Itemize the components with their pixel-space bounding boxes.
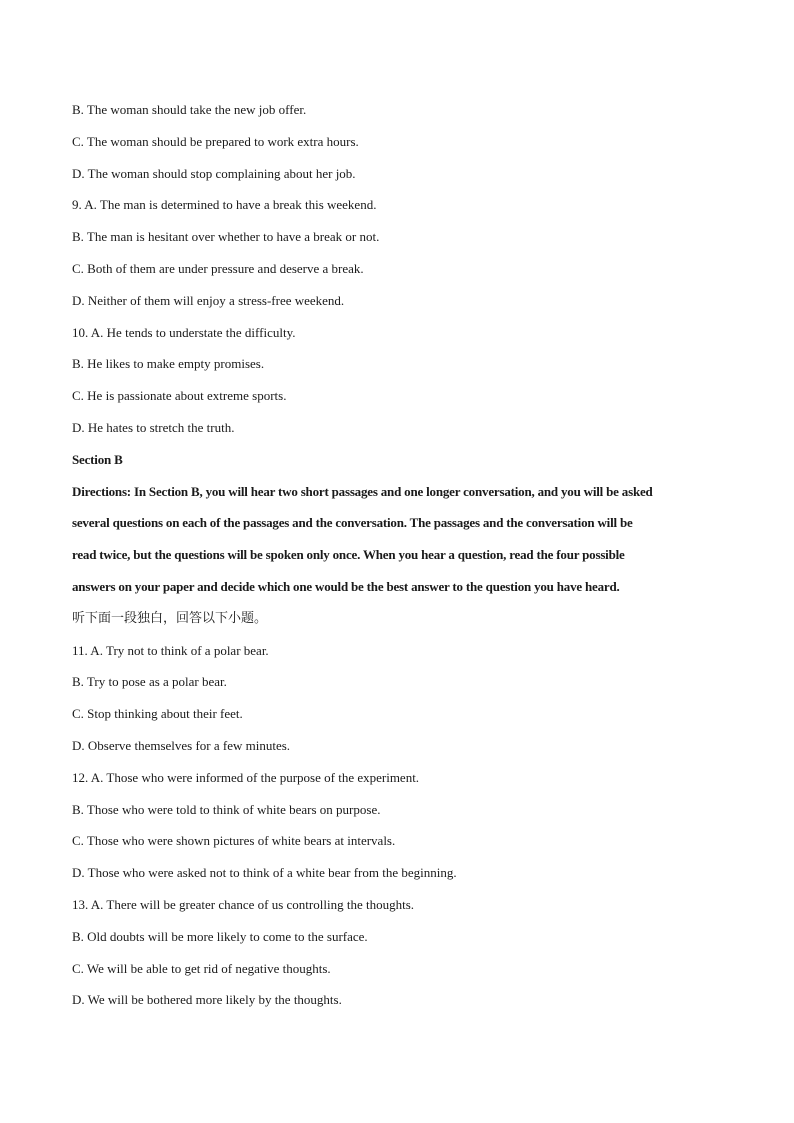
option-8b: B. The woman should take the new job offer. (72, 102, 307, 117)
option-12c: C. Those who were shown pictures of white bears at intervals. (72, 833, 396, 849)
option-13b: B. Old doubts will be more likely to come to the surface. (72, 928, 368, 944)
option-9c: C. Both of them are under pressure and deserve a break. (72, 260, 364, 276)
monologue-instruction: 听下面一段独白，回答以下小题。 (72, 610, 268, 626)
option-11b: B. Try to pose as a polar bear. (72, 674, 227, 690)
option-9a: 9. A. The man is determined to have a break this weekend. (72, 197, 377, 213)
section-b-heading: Section B (72, 451, 123, 467)
option-11a: 11. A. Try not to think of a polar bear. (72, 642, 269, 658)
option-8c: C. The woman should be prepared to work extra hours. (72, 133, 359, 149)
option-13c: C. We will be able to get rid of negative thoughts. (72, 960, 331, 976)
option-12d: D. Those who were asked not to think of a white bear from the beginning. (72, 865, 457, 881)
directions-line-3: read twice, but the questions will be spoken only once. When you hear a question, read the four possible (72, 547, 625, 563)
option-10d: D. He hates to stretch the truth. (72, 419, 235, 435)
option-11c: C. Stop thinking about their feet. (72, 706, 243, 722)
option-12b: B. Those who were told to think of white bears on purpose. (72, 801, 381, 817)
option-10a: 10. A. He tends to understate the difficulty. (72, 324, 296, 340)
option-9d: D. Neither of them will enjoy a stress-free weekend. (72, 292, 345, 308)
option-10c: C. He is passionate about extreme sports. (72, 388, 287, 404)
option-12a: 12. A. Those who were informed of the purpose of the experiment. (72, 769, 420, 785)
option-13d: D. We will be bothered more likely by the thoughts. (72, 992, 342, 1008)
directions-line-2: several questions on each of the passages and the conversation. The passages and the conversation will be (72, 515, 633, 531)
directions-line-1: Directions: In Section B, you will hear two short passages and one longer conversation, and you will be asked (72, 483, 653, 499)
option-11d: D. Observe themselves for a few minutes. (72, 737, 291, 753)
option-10b: B. He likes to make empty promises. (72, 356, 265, 372)
option-9b: B. The man is hesitant over whether to have a break or not. (72, 229, 380, 245)
document-page (72, 96, 732, 1018)
option-13a: 13. A. There will be greater chance of us controlling the thoughts. (72, 896, 414, 912)
option-8d: D. The woman should stop complaining about her job. (72, 165, 356, 181)
directions-line-4: answers on your paper and decide which one would be the best answer to the question you have heard. (72, 578, 620, 594)
